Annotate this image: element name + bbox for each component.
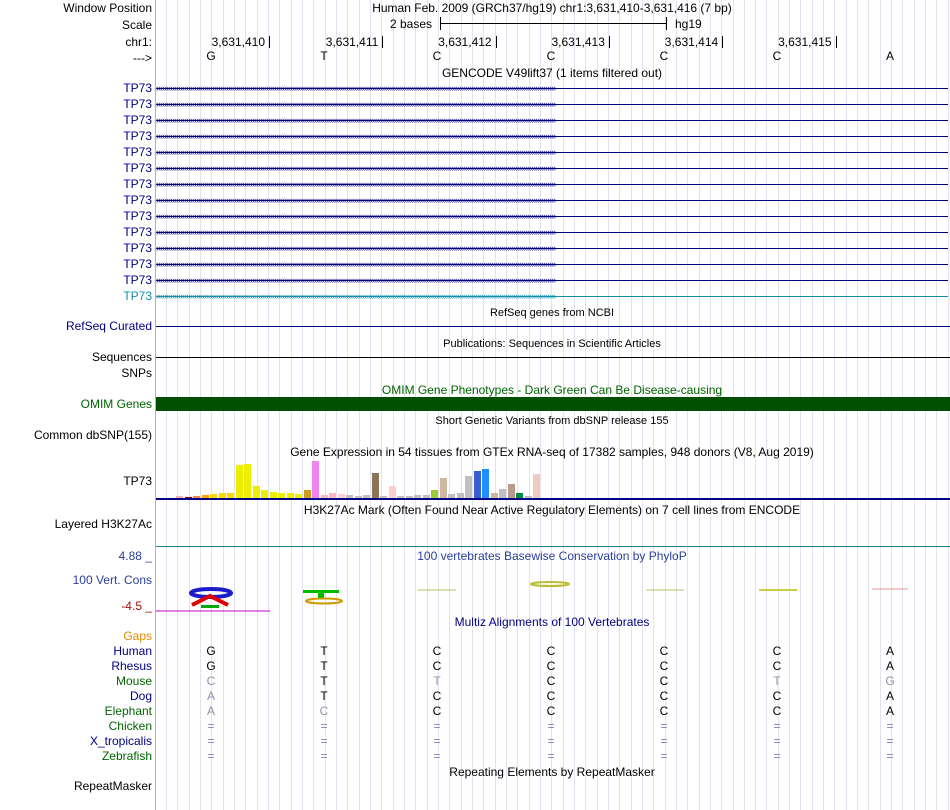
aligned-base: = xyxy=(433,749,441,763)
aligned-base: = xyxy=(207,749,215,763)
reference-base: C xyxy=(546,49,556,63)
snps-track-label[interactable]: SNPs xyxy=(121,366,152,380)
dbsnp-track-label[interactable]: Common dbSNP(155) xyxy=(33,428,152,442)
scale-bar xyxy=(440,23,666,24)
gtex-tissue-bar[interactable] xyxy=(533,474,540,498)
aligned-base: A xyxy=(206,704,215,718)
aligned-base: C xyxy=(659,704,669,718)
coordinate-tick xyxy=(496,36,497,48)
gene-strand-arrows: ›››››››››››››››››››››››››››››››››››››››››››››››››››››››››››››››››››››››››››››››››››››››››››››››››››››››››››››››››››››››››››››››››››››››››››››››››››››››››››››››››››››››››››››››››››››››››››››››››››››››› xyxy=(156,195,556,205)
gene-label-tp73[interactable]: TP73 xyxy=(123,129,152,143)
aligned-base: = xyxy=(433,719,441,733)
aligned-base: = xyxy=(547,749,555,763)
gene-strand-arrows: ›››››››››››››››››››››››››››››››››››››››››››››››››››››››››››››››››››››››››››››››››››››››››››››››››››››››››››››››››››››››››››››››››››››››››››››››››››››››››››››››››››››››››››››››››››››››››››››››››››››››› xyxy=(156,291,556,301)
phylop-track-title: 100 vertebrates Basewise Conservation by PhyloP xyxy=(417,549,687,563)
aligned-base: C xyxy=(659,659,669,673)
aligned-base: = xyxy=(320,749,328,763)
gene-label-tp73[interactable]: TP73 xyxy=(123,81,152,95)
aligned-base: C xyxy=(546,704,556,718)
gene-label-tp73[interactable]: TP73 xyxy=(123,113,152,127)
gene-strand-arrows: ›››››››››››››››››››››››››››››››››››››››››››››››››››››››››››››››››››››››››››››››››››››››››››››››››››››››››››››››››››››››››››››››››››››››››››››››››››››››››››››››››››››››››››››››››››››››››››››››››››››››› xyxy=(156,99,556,109)
aligned-base: G xyxy=(206,659,216,673)
aligned-base: C xyxy=(546,674,556,688)
gtex-tissue-bar[interactable] xyxy=(431,490,438,498)
aligned-base: C xyxy=(546,644,556,658)
gtex-track-title: Gene Expression in 54 tissues from GTEx RNA-seq of 17382 samples, 948 donors (V8, Aug 2019) xyxy=(290,445,814,459)
reference-base: C xyxy=(659,49,669,63)
scale-assembly: hg19 xyxy=(675,17,702,31)
gene-strand-arrows: ›››››››››››››››››››››››››››››››››››››››››››››››››››››››››››››››››››››››››››››››››››››››››››››››››››››››››››››››››››››››››››››››››››››››››››››››››››››››››››››››››››››››››››››››››››››››››››››››››››››››› xyxy=(156,115,556,125)
h3k27ac-signal-line[interactable] xyxy=(156,546,950,547)
gene-label-tp73[interactable]: TP73 xyxy=(123,209,152,223)
gtex-tissue-bar[interactable] xyxy=(253,486,260,498)
reference-base: C xyxy=(772,49,782,63)
coordinate-label: 3,631,411 xyxy=(325,35,379,49)
species-label-elephant[interactable]: Elephant xyxy=(104,704,152,718)
gene-row-tp73[interactable] xyxy=(156,161,948,175)
reference-base: A xyxy=(885,49,894,63)
phylop-logo-t2-stem xyxy=(318,593,324,598)
scale-bar-right-tick xyxy=(666,17,667,30)
phylop-logo-graph[interactable] xyxy=(156,576,950,616)
gene-row-tp73[interactable] xyxy=(156,113,948,127)
phylop-logo-t xyxy=(201,605,219,608)
aligned-base: C xyxy=(319,704,329,718)
coordinate-tick xyxy=(382,36,383,48)
omim-track-title: OMIM Gene Phenotypes - Dark Green Can Be Disease-causing xyxy=(381,383,723,397)
gene-row-tp73[interactable] xyxy=(156,193,948,207)
refseq-track-title: RefSeq genes from NCBI xyxy=(489,307,615,319)
aligned-base: = xyxy=(886,719,894,733)
scale-value: 2 bases xyxy=(390,17,433,31)
gtex-tissue-bar[interactable] xyxy=(474,471,481,498)
window-position-value: Human Feb. 2009 (GRCh37/hg19) chr1:3,631,410-3,631,416 (7 bp) xyxy=(372,1,732,15)
species-label-zebrafish[interactable]: Zebrafish xyxy=(101,749,152,763)
gene-label-tp73[interactable]: TP73 xyxy=(123,193,152,207)
phylop-logo-c2 xyxy=(306,599,342,604)
aligned-base: = xyxy=(207,734,215,748)
coordinate-tick xyxy=(836,36,837,48)
gene-row-tp73[interactable] xyxy=(156,241,948,255)
gene-label-tp73[interactable]: TP73 xyxy=(123,225,152,239)
aligned-base: C xyxy=(772,644,782,658)
aligned-base: C xyxy=(432,689,442,703)
gene-label-tp73[interactable]: TP73 xyxy=(123,289,152,303)
refseq-feature-line[interactable] xyxy=(156,326,950,327)
coordinate-label: 3,631,413 xyxy=(551,35,605,49)
aligned-base: C xyxy=(432,704,442,718)
aligned-base: C xyxy=(432,659,442,673)
aligned-base: = xyxy=(320,734,328,748)
repeatmasker-track-label[interactable]: RepeatMasker xyxy=(73,779,152,793)
gene-strand-arrows: ›››››››››››››››››››››››››››››››››››››››››››››››››››››››››››››››››››››››››››››››››››››››››››››››››››››››››››››››››››››››››››››››››››››››››››››››››››››››››››››››››››››››››››››››››››››››››››››››››››››››› xyxy=(156,275,556,285)
window-position-label: Window Position xyxy=(63,1,152,15)
aligned-base: T xyxy=(433,674,441,688)
gene-row-tp73[interactable] xyxy=(156,225,948,239)
gene-row-tp73[interactable] xyxy=(156,209,948,223)
aligned-base: = xyxy=(773,734,781,748)
scale-bar-left-tick xyxy=(440,17,441,30)
aligned-base: T xyxy=(773,674,781,688)
aligned-base: G xyxy=(206,644,216,658)
gene-strand-arrows: ›››››››››››››››››››››››››››››››››››››››››››››››››››››››››››››››››››››››››››››››››››››››››››››››››››››››››››››››››››››››››››››››››››››››››››››››››››››››››››››››››››››››››››››››››››››››››››››››››››››››› xyxy=(156,179,556,189)
species-label-rhesus[interactable]: Rhesus xyxy=(111,659,152,673)
gene-row-tp73[interactable] xyxy=(156,129,948,143)
h3k27ac-track-label[interactable]: Layered H3K27Ac xyxy=(54,517,152,531)
gene-label-tp73[interactable]: TP73 xyxy=(123,241,152,255)
aligned-base: A xyxy=(885,704,894,718)
gtex-tissue-bar[interactable] xyxy=(499,489,506,498)
aligned-base: A xyxy=(206,689,215,703)
gtex-tissue-bar[interactable] xyxy=(244,464,251,498)
gene-strand-arrows: ›››››››››››››››››››››››››››››››››››››››››››››››››››››››››››››››››››››››››››››››››››››››››››››››››››››››››››››››››››››››››››››››››››››››››››››››››››››››››››››››››››››››››››››››››››››››››››››››››››››››› xyxy=(156,163,556,173)
gene-row-tp73[interactable] xyxy=(156,289,948,303)
gene-strand-arrows: ›››››››››››››››››››››››››››››››››››››››››››››››››››››››››››››››››››››››››››››››››››››››››››››››››››››››››››››››››››››››››››››››››››››››››››››››››››››››››››››››››››››››››››››››››››››››››››››››››››››››› xyxy=(156,227,556,237)
phylop-logo-t2 xyxy=(303,590,339,593)
gene-label-tp73[interactable]: TP73 xyxy=(123,273,152,287)
gtex-tissue-bar[interactable] xyxy=(440,478,447,498)
gene-label-tp73[interactable]: TP73 xyxy=(123,161,152,175)
aligned-base: = xyxy=(886,749,894,763)
aligned-base: C xyxy=(206,674,216,688)
aligned-base: C xyxy=(546,659,556,673)
species-label-x_tropicalis[interactable]: X_tropicalis xyxy=(89,734,152,748)
species-label-dog[interactable]: Dog xyxy=(129,689,152,703)
coordinate-tick xyxy=(722,36,723,48)
publications-feature-line[interactable] xyxy=(156,357,950,358)
aligned-base: T xyxy=(320,659,328,673)
gtex-tissue-bar[interactable] xyxy=(482,469,489,498)
gene-row-tp73[interactable] xyxy=(156,97,948,111)
aligned-base: C xyxy=(432,644,442,658)
aligned-base: C xyxy=(659,689,669,703)
scale-label: Scale xyxy=(121,18,152,32)
phylop-max-label: 4.88 _ xyxy=(118,549,152,563)
gtex-tissue-bar[interactable] xyxy=(312,461,319,498)
reference-base: C xyxy=(432,49,442,63)
aligned-base: = xyxy=(660,719,668,733)
gtex-tissue-bar[interactable] xyxy=(465,476,472,498)
multiz-track-title: Multiz Alignments of 100 Vertebrates xyxy=(454,615,650,629)
aligned-base: C xyxy=(546,689,556,703)
coordinate-tick xyxy=(269,36,270,48)
aligned-base: T xyxy=(320,689,328,703)
aligned-base: C xyxy=(659,644,669,658)
species-label-mouse[interactable]: Mouse xyxy=(115,674,152,688)
gene-strand-arrows: ›››››››››››››››››››››››››››››››››››››››››››››››››››››››››››››››››››››››››››››››››››››››››››››››››››››››››››››››››››››››››››››››››››››››››››››››››››››››››››››››››››››››››››››››››››››››››››››››››››››››› xyxy=(156,131,556,141)
coordinate-label: 3,631,414 xyxy=(664,35,719,49)
aligned-base: A xyxy=(885,689,894,703)
aligned-base: C xyxy=(659,674,669,688)
omim-track-label[interactable]: OMIM Genes xyxy=(80,397,152,411)
repeatmasker-track-title: Repeating Elements by RepeatMasker xyxy=(449,765,655,779)
phylop-track-label[interactable]: 100 Vert. Cons xyxy=(72,573,152,587)
gtex-tissue-bar[interactable] xyxy=(304,490,311,498)
aligned-base: T xyxy=(320,644,328,658)
aligned-base: = xyxy=(660,734,668,748)
chrom-label: chr1: xyxy=(125,35,152,49)
strand-label: ---> xyxy=(133,51,152,65)
gene-label-tp73[interactable]: TP73 xyxy=(123,145,152,159)
coordinate-label: 3,631,415 xyxy=(778,35,832,49)
gene-strand-arrows: ›››››››››››››››››››››››››››››››››››››››››››››››››››››››››››››››››››››››››››››››››››››››››››››››››››››››››››››››››››››››››››››››››››››››››››››››››››››››››››››››››››››››››››››››››››››››››››››››››››››››› xyxy=(156,83,556,93)
dbsnp-track-title: Short Genetic Variants from dbSNP release 155 xyxy=(435,415,669,427)
aligned-base: C xyxy=(772,659,782,673)
aligned-base: = xyxy=(773,719,781,733)
gencode-track-title: GENCODE V49lift37 (1 items filtered out) xyxy=(441,66,663,80)
publications-track-title: Publications: Sequences in Scientific Articles xyxy=(443,338,661,350)
multiz-gaps-label[interactable]: Gaps xyxy=(123,629,152,643)
aligned-base: A xyxy=(885,659,894,673)
refseq-track-label[interactable]: RefSeq Curated xyxy=(65,319,152,333)
gene-row-tp73[interactable] xyxy=(156,273,948,287)
phylop-min-label: -4.5 _ xyxy=(121,599,152,613)
gene-strand-arrows: ›››››››››››››››››››››››››››››››››››››››››››››››››››››››››››››››››››››››››››››››››››››››››››››››››››››››››››››››››››››››››››››››››››››››››››››››››››››››››››››››››››››››››››››››››››››››››››››››››››››››› xyxy=(156,259,556,269)
gene-strand-arrows: ›››››››››››››››››››››››››››››››››››››››››››››››››››››››››››››››››››››››››››››››››››››››››››››››››››››››››››››››››››››››››››››››››››››››››››››››››››››››››››››››››››››››››››››››››››››››››››››››››››››››› xyxy=(156,243,556,253)
aligned-base: C xyxy=(772,704,782,718)
gtex-tissue-bar[interactable] xyxy=(372,473,379,498)
gene-label-tp73[interactable]: TP73 xyxy=(123,177,152,191)
species-label-chicken[interactable]: Chicken xyxy=(108,719,152,733)
phylop-mark-4 xyxy=(531,582,569,586)
aligned-base: = xyxy=(886,734,894,748)
reference-base: T xyxy=(320,49,328,63)
gene-row-tp73[interactable] xyxy=(156,145,948,159)
aligned-base: = xyxy=(547,719,555,733)
coordinate-label: 3,631,410 xyxy=(211,35,265,49)
reference-base: G xyxy=(206,49,216,63)
omim-feature-bar[interactable] xyxy=(156,397,950,411)
gtex-tissue-bar[interactable] xyxy=(261,490,268,498)
gtex-baseline xyxy=(156,498,950,500)
gene-row-tp73[interactable] xyxy=(156,257,948,271)
coordinate-tick xyxy=(609,36,610,48)
aligned-base: = xyxy=(207,719,215,733)
aligned-base: = xyxy=(433,734,441,748)
aligned-base: = xyxy=(660,749,668,763)
gene-label-tp73[interactable]: TP73 xyxy=(123,257,152,271)
species-label-human[interactable]: Human xyxy=(113,644,152,658)
gene-strand-arrows: ›››››››››››››››››››››››››››››››››››››››››››››››››››››››››››››››››››››››››››››››››››››››››››››››››››››››››››››››››››››››››››››››››››››››››››››››››››››››››››››››››››››››››››››››››››››››››››››››››››››››› xyxy=(156,211,556,221)
aligned-base: = xyxy=(547,734,555,748)
gtex-tissue-bar[interactable] xyxy=(389,486,396,498)
gtex-tissue-bar[interactable] xyxy=(236,465,243,498)
aligned-base: G xyxy=(885,674,895,688)
h3k27ac-track-title: H3K27Ac Mark (Often Found Near Active Regulatory Elements) on 7 cell lines from ENCODE xyxy=(303,503,801,517)
gene-row-tp73[interactable] xyxy=(156,177,948,191)
gtex-track-label[interactable]: TP73 xyxy=(123,474,152,488)
gtex-bar-graph[interactable] xyxy=(156,460,950,500)
aligned-base: = xyxy=(320,719,328,733)
gene-strand-arrows: ›››››››››››››››››››››››››››››››››››››››››››››››››››››››››››››››››››››››››››››››››››››››››››››››››››››››››››››››››››››››››››››››››››››››››››››››››››››››››››››››››››››››››››››››››››››››››››››››››››››››› xyxy=(156,147,556,157)
aligned-base: C xyxy=(772,689,782,703)
coordinate-label: 3,631,412 xyxy=(438,35,492,49)
aligned-base: T xyxy=(320,674,328,688)
publications-track-label[interactable]: Sequences xyxy=(91,350,152,364)
aligned-base: A xyxy=(885,644,894,658)
gtex-tissue-bar[interactable] xyxy=(508,484,515,498)
gene-label-tp73[interactable]: TP73 xyxy=(123,97,152,111)
aligned-base: = xyxy=(773,749,781,763)
gene-row-tp73[interactable] xyxy=(156,81,948,95)
